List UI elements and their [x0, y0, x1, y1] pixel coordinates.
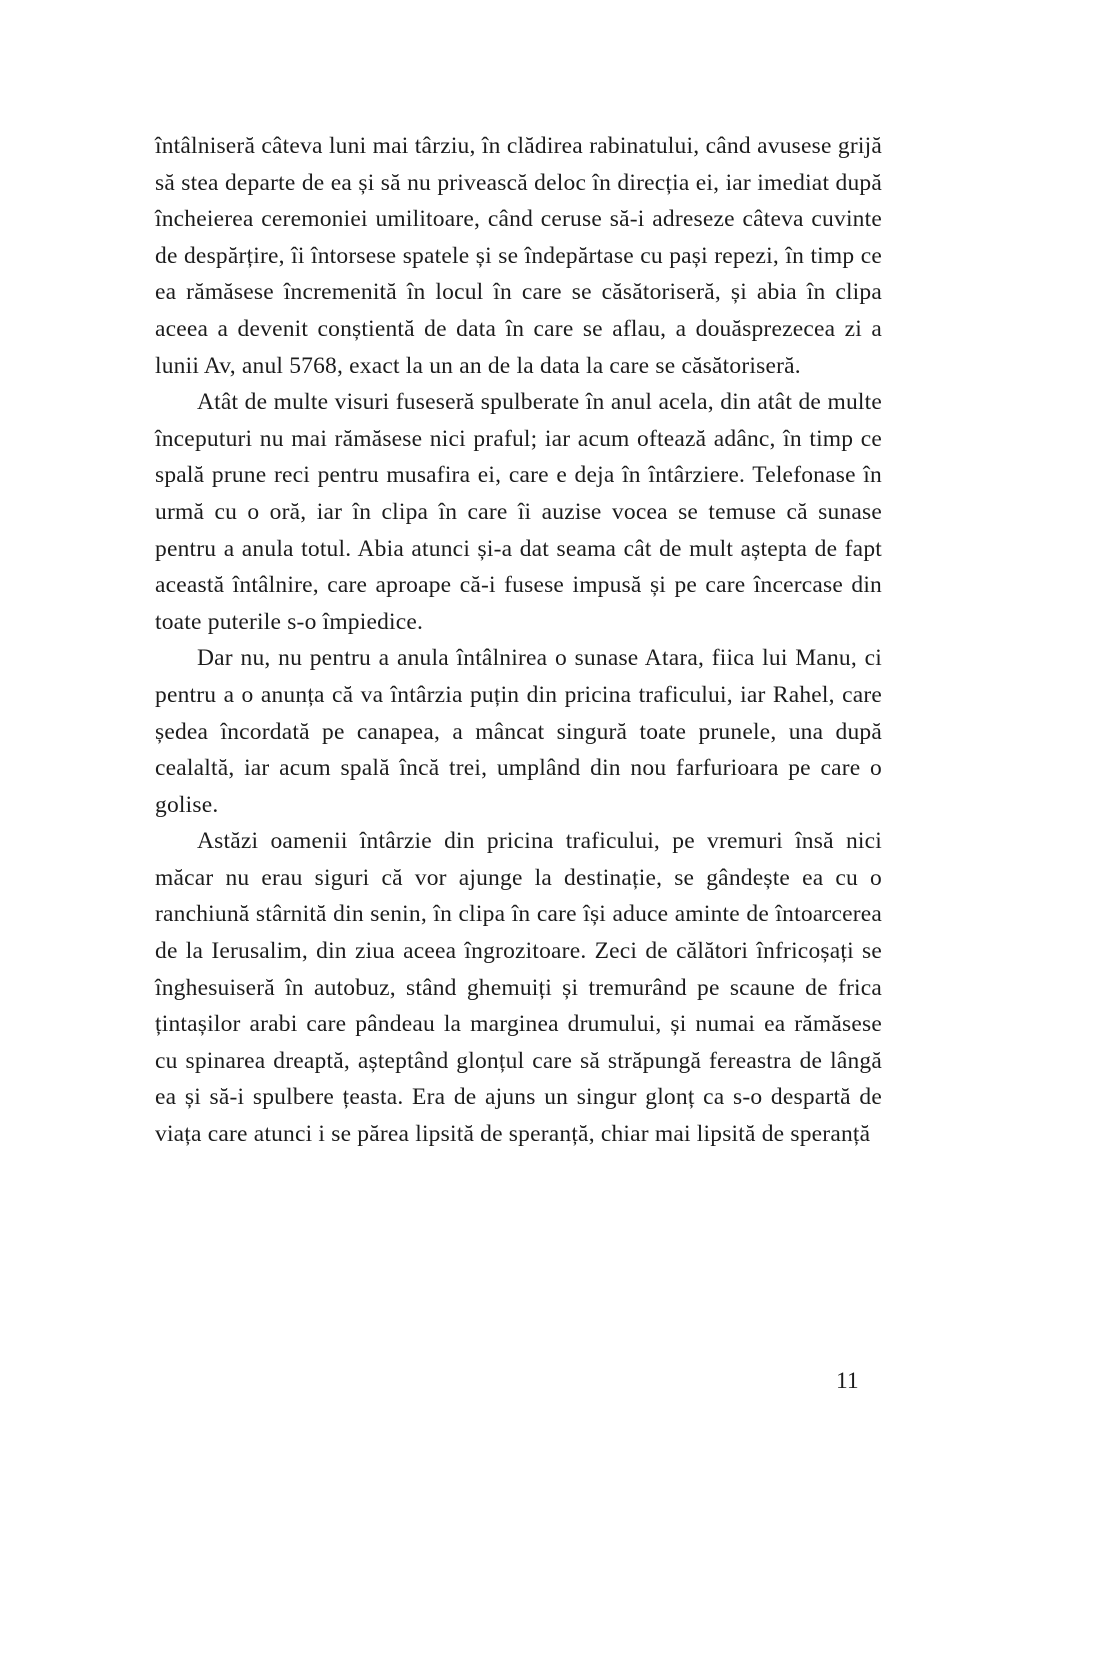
- paragraph: Dar nu, nu pentru a anula întâlnirea o sunase Atara, fiica lui Manu, ci pentru a o anunța că va întârzia puțin din pricina traficului, iar Rahel, care ședea încordată pe canapea, a mâncat singură toate prunele, una după cealaltă, iar acum spală încă trei, umplând din nou farfurioara pe care o golise.: [155, 645, 882, 818]
- paragraph: Astăzi oamenii întârzie din pricina traficului, pe vremuri însă nici măcar nu erau siguri că vor ajunge la destinație, se gândește ea cu o ranchiună stârnită din senin, în clipa în care își aduce aminte de întoarcerea de la Ierusalim, din ziua aceea îngrozitoare. Zeci de călători înfricoșați se înghesuiseră în autobuz, stând ghemuiți și tremurând pe scaune de frica țintașilor arabi care pândeau la marginea drumului, și numai ea rămăsese cu spinarea dreaptă, așteptând glonțul care să străpungă fereastra de lângă ea și să-i spulbere țeasta. Era de ajuns un singur glonț ca s-o despartă de viața care atunci i se părea lipsită de speranță, chiar mai lipsită de speranță: [155, 828, 882, 1148]
- text-block: [155, 128, 882, 1153]
- paragraph: Atât de multe visuri fuseseră spulberate în anul acela, din atât de multe începuturi nu mai rămăsese nici praful; iar acum oftează adânc, în timp ce spală prune reci pentru musafira ei, care e deja în întârziere. Telefonase în urmă cu o oră, iar în clipa în care îi auzise vocea se temuse că sunase pentru a anula totul. Abia atunci și-a dat seama cât de mult aștepta de fapt această întâlnire, care aproape că-i fusese impusă și pe care încercase din toate puterile s-o împiedice.: [155, 389, 882, 635]
- paragraph-continuation: întâlniseră câteva luni mai târziu, în clădirea rabinatului, când avusese grijă să stea departe de ea și să nu privească deloc în direcția ei, iar imediat după încheierea ceremoniei umilitoare, când ceruse să-i adreseze câteva cuvinte de despărțire, îi întorsese spatele și se îndepărtase cu pași repezi, în timp ce ea rămăsese încremenită în locul în care se căsătoriseră, și abia în clipa aceea a devenit conștientă de data în care se aflau, a douăsprezecea zi a lunii Av, anul 5768, exact la un an de la data la care se căsătoriseră.: [155, 133, 882, 379]
- page-number: 11: [836, 1368, 859, 1394]
